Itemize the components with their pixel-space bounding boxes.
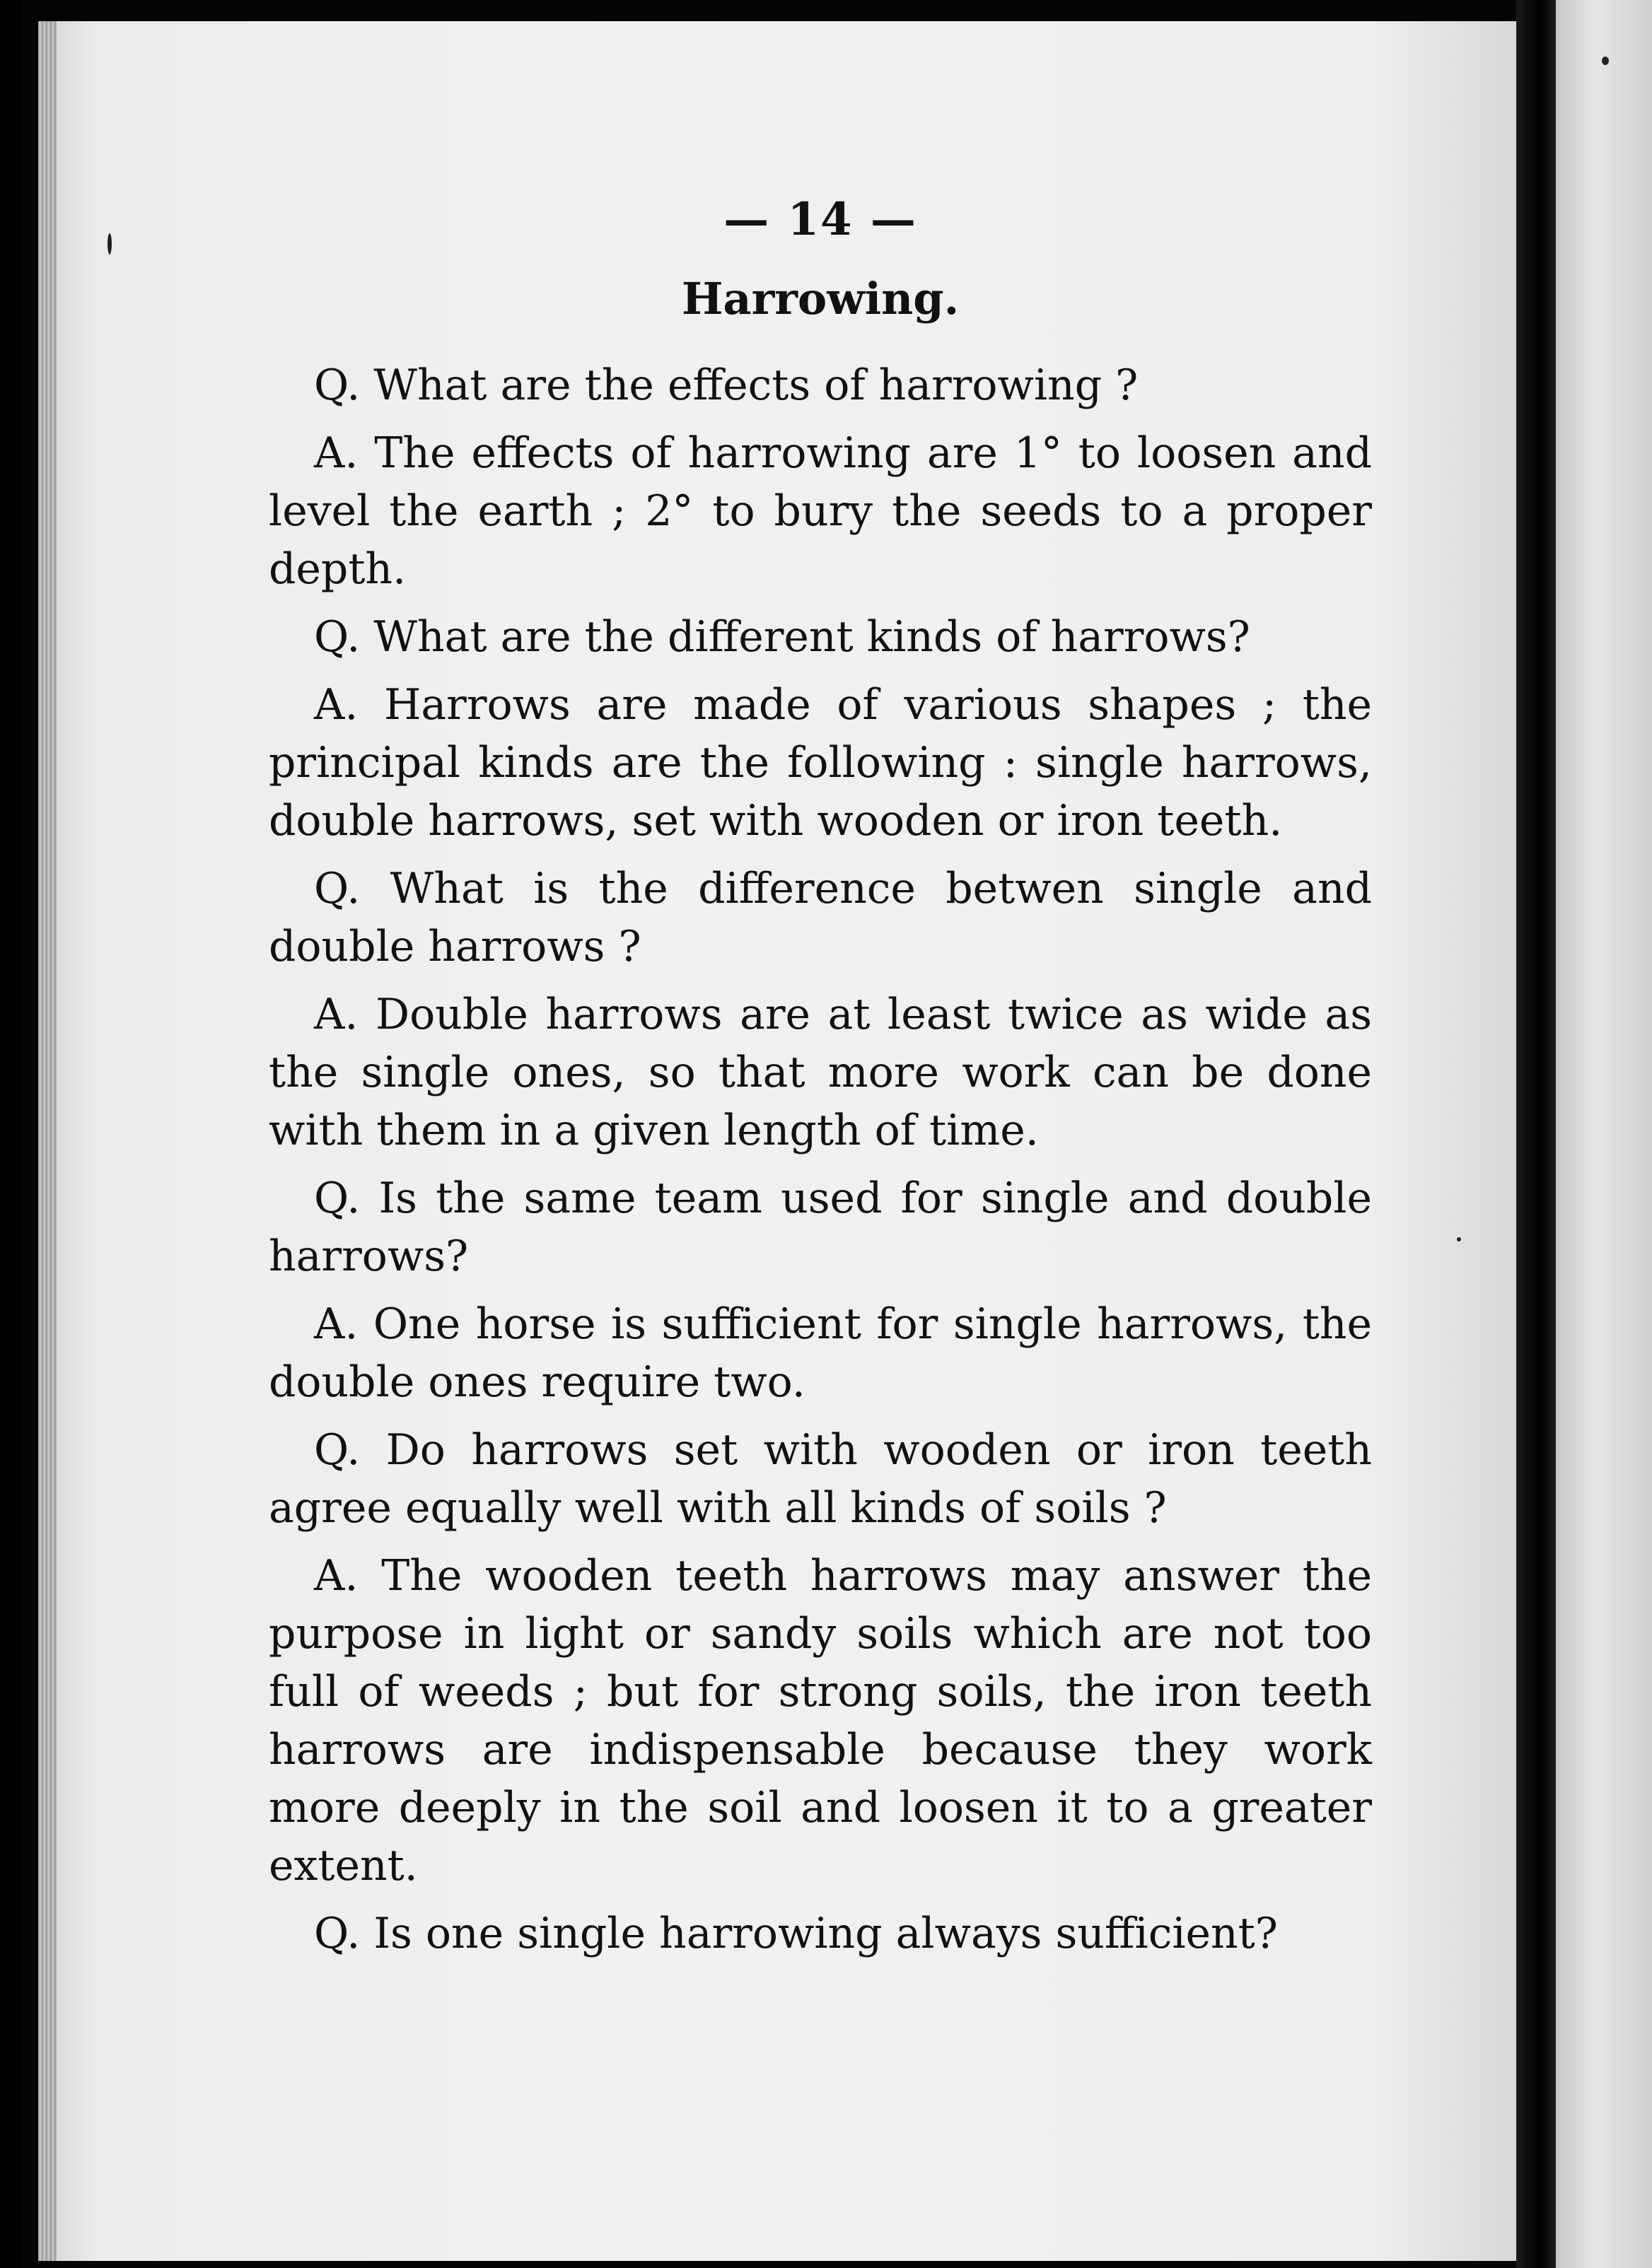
section-heading: Harrowing. xyxy=(681,273,960,325)
question-paragraph: Q. What are the different kinds of harrows? xyxy=(314,612,1250,662)
answer-paragraph: A. Harrows are made of various shapes ; the principal kinds are the following : single harrows, double harrows, set with wooden or iron teeth. xyxy=(269,680,1372,846)
answer-paragraph: A. One horse is sufficient for single harrows, the double ones require two. xyxy=(269,1299,1372,1407)
question-paragraph: Q. Is one single harrowing always sufficient? xyxy=(314,1909,1278,1958)
page-edges xyxy=(38,21,57,2261)
question-paragraph: Q. Do harrows set with wooden or iron teeth agree equally well with all kinds of soils ? xyxy=(269,1425,1372,1533)
answer-paragraph: A. The effects of harrowing are 1° to loosen and level the earth ; 2° to bury the seeds to a proper depth. xyxy=(269,428,1372,594)
answer-paragraph: A. Double harrows are at least twice as wide as the single ones, so that more work can be done with them in a given length of time. xyxy=(269,990,1372,1155)
scan-speck xyxy=(1602,57,1609,65)
book-spine xyxy=(1516,0,1556,2268)
scan-speck xyxy=(1457,1237,1461,1241)
question-paragraph: Q. What are the effects of harrowing ? xyxy=(314,361,1139,410)
answer-paragraph: A. The wooden teeth harrows may answer the purpose in light or sandy soils which are not too full of weeds ; but for strong soils, the iron teeth harrows are indispensable because they work more deeply in the soil and loosen it to a greater extent. xyxy=(269,1551,1372,1890)
page-text-block xyxy=(269,191,1372,1972)
question-paragraph: Q. Is the same team used for single and double harrows? xyxy=(269,1174,1372,1281)
scan-speck xyxy=(107,233,112,255)
question-paragraph: Q. What is the difference betwen single and double harrows ? xyxy=(269,864,1372,971)
page-number: — 14 — xyxy=(723,193,917,246)
facing-page-edge xyxy=(1556,0,1652,2268)
